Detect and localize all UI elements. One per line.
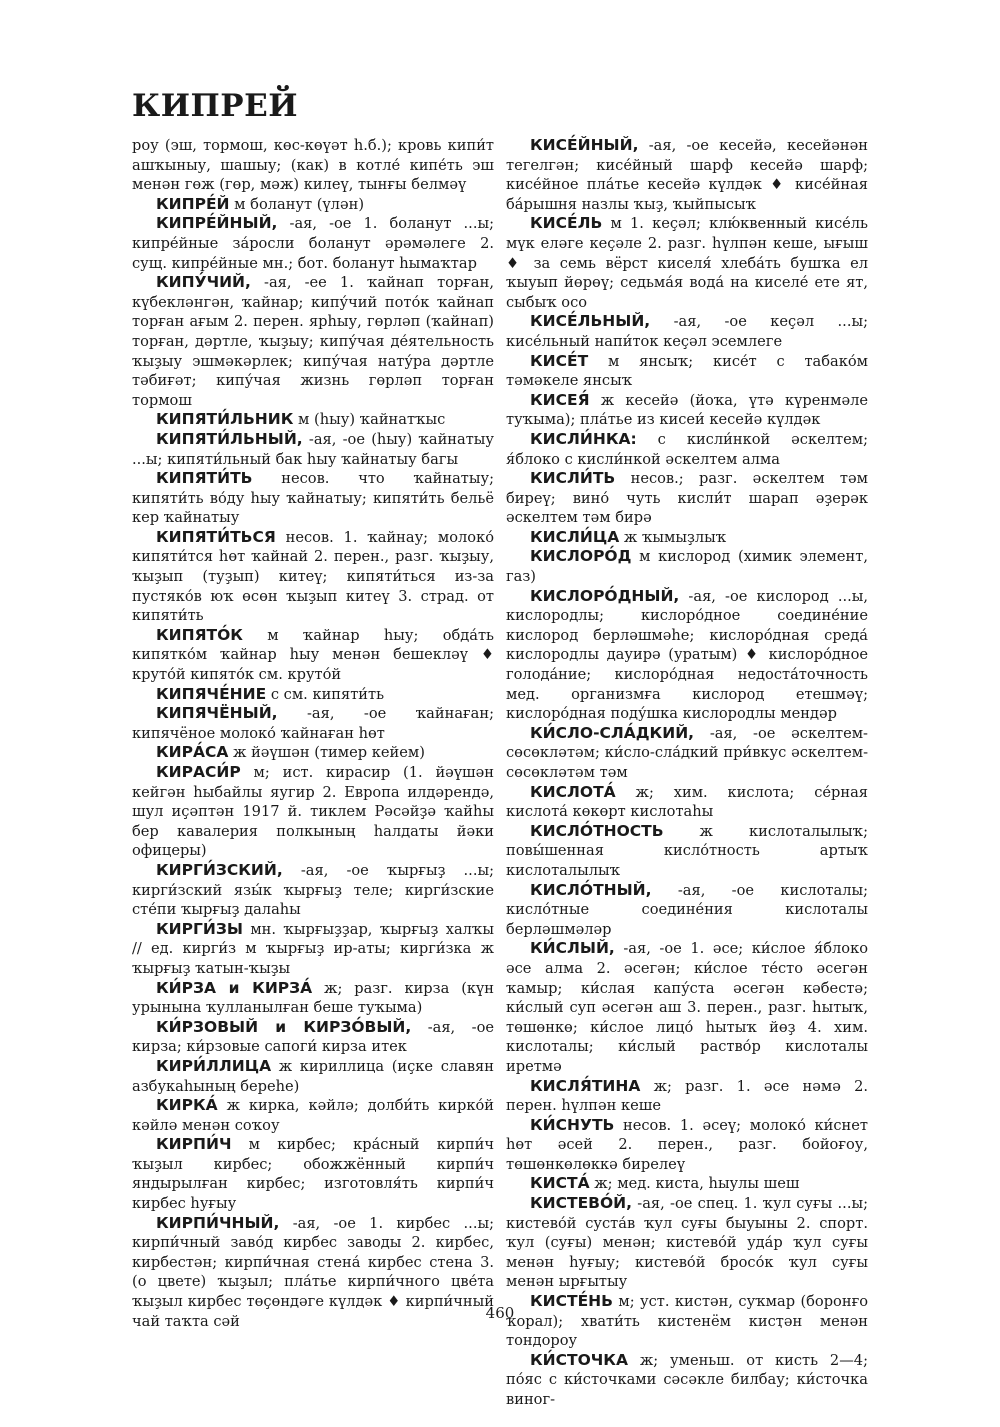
dictionary-entry (132, 410, 494, 430)
entry-text: ж йәүшән (тимер кейем) (228, 744, 425, 762)
entry-text: ж кислоталылыҡ; повы́шенная кисло́тность артыҡ кислоталылыҡ (506, 822, 868, 879)
headword: КИСЕ́ЛЬНЫЙ, (530, 312, 651, 331)
entry-text: -ая, -ое кеҫәл ...ы; кисе́льный напи́ток кеҫәл эсемлеге (506, 313, 868, 350)
entry-text: м; ист. кирасир (1. йәүшән кейгән һыбайлы яугир 2. Европа илдәрендә, шул иҫәптән 1917 й. тиклем Рәсәйҙә ҡайһы бер кавалерия полкының һалдаты йәки офицеры) (132, 764, 494, 860)
dictionary-entry (132, 273, 494, 410)
entry-text: ж ҡымыҙлыҡ (619, 528, 727, 546)
entry-text: м 1. кеҫәл; клю́квенный кисе́ль мүк еләге кеҫәле 2. разг. һүлпән кеше, ығыш ♦ за семь вёрст киселя́ хлеба́ть бушҡа ел ҡыуып йөрөү; седьма́я вода́ на киселе́ ете ят, сыбыҡ осо (506, 215, 868, 311)
dictionary-entry (132, 214, 494, 273)
entry-text: -ая, -ое кирза; ки́рзовые сапоги́ кирза итек (132, 1018, 494, 1056)
headword: КИ́СНУТЬ (530, 1115, 615, 1134)
headword: КИСЛИ́ЦА (530, 527, 620, 546)
dictionary-entry (506, 1077, 868, 1116)
dictionary-entry (132, 195, 494, 215)
dictionary-entry (506, 1351, 868, 1410)
headword: КИСЛО́ТНЫЙ, (530, 880, 652, 899)
entry-text: -ая, -ое әскелтем-сөсөкләтәм; ки́сло-сла́дкий при́вкус әскелтем-сөсөкләтәм тәм (506, 724, 868, 781)
headword: КИСТЕВО́Й, (530, 1194, 633, 1213)
entry-text: мн. ҡырғыҙҙар, ҡырғыҙ халҡы // ед. кирги́з м ҡырғыҙ ир-аты; кирги́зка ж ҡырғыҙ ҡатын-ҡыҙы (132, 920, 494, 977)
dictionary-entry (132, 704, 494, 743)
headword: КИСЛОРО́ДНЫЙ, (530, 586, 680, 605)
headword: КИСЕЯ́ (530, 390, 590, 409)
dictionary-entry (132, 1096, 494, 1135)
entry-text: ж; хим. кислота; се́рная кислота́ көкөрт кислотаһы (506, 783, 868, 821)
headword: КИ́РЗОВЫЙ и КИРЗО́ВЫЙ, (156, 1017, 412, 1036)
headword: КИРАСИ́Р (156, 763, 241, 781)
entry-text: м ҡайнар һыу; обда́ть кипятко́м ҡайнар һыу менән бешекләү ♦ круто́й кипято́к см. круто́й (132, 626, 494, 684)
dictionary-entry (506, 724, 868, 783)
headword: КИРКА́ (156, 1096, 218, 1115)
headword: КИСТЕ́НЬ (530, 1292, 613, 1311)
entry-text: ж кириллица (иҫке славян азбукаһының береһе) (132, 1057, 494, 1095)
entry-text: ж кирка, кәйлә; долби́ть кирко́й кәйлә менән соҡоу (132, 1097, 494, 1134)
dictionary-entry (132, 1057, 494, 1096)
entry-text: несов.; разг. әскелтем тәм биреү; вино́ чуть кисли́т шарап әҙерәк әскелтем тәм бирә (506, 470, 868, 527)
dictionary-entry (506, 136, 868, 214)
dictionary-entry (132, 1018, 494, 1057)
dictionary-entry (506, 528, 868, 548)
dictionary-entry (506, 939, 868, 1076)
headword: КИПЯТИ́ЛЬНЫЙ, (156, 429, 303, 448)
headword: КИСЕ́ЙНЫЙ, (530, 136, 639, 154)
headword: КИСЛОТА́ (530, 782, 616, 801)
dictionary-entry (132, 469, 494, 528)
headword: КИ́РЗА и КИРЗА́ (156, 978, 313, 997)
dictionary-entry (132, 685, 494, 705)
entry-text: -ая, -ое 1. кирбес ...ы; кирпи́чный заво́д кирбес заводы 2. кирбес, кирбестән; кирпи́чная стена́ кирбес стена 3. (о цвете) ҡыҙыл; пла́тье кирпи́чного цве́та ҡыҙыл кирбес төҫөндәге күлдәк ♦ кирпи́чный чай таҡта сәй (132, 1214, 494, 1330)
headword: КИПУ́ЧИЙ, (156, 273, 251, 292)
dictionary-entry (132, 763, 494, 861)
headword: КИ́СЛЫЙ, (530, 939, 615, 958)
headword: КИ́СТОЧКА (530, 1350, 628, 1369)
dictionary-entry (506, 469, 868, 528)
headword: КИПЯТИ́ТЬСЯ (156, 527, 276, 546)
entry-text: несов. что ҡайнатыу; кипяти́ть во́ду һыу ҡайнатыу; кипяти́ть бельё кер ҡайнатыу (132, 470, 494, 527)
headword: КИПЯТИ́ТЬ (156, 469, 253, 488)
dictionary-entry (506, 783, 868, 822)
entry-text: роу (эш, тормош, көс-көүәт һ.б.); кровь кипи́т ашҡыныу, шашыу; (как) в котле́ кипе́ть эш менән гөж (гөр, мәж) килеү, тынғы белмәү (132, 137, 494, 194)
dictionary-entry (506, 352, 868, 391)
headword: КИРПИ́ЧНЫЙ, (156, 1213, 280, 1232)
headword: КИПРЕ́ЙНЫЙ, (156, 214, 278, 233)
dictionary-entry (506, 587, 868, 724)
entry-text: -ая, -ое ҡырғыҙ ...ы; кирги́зский язы́к ҡырғыҙ теле; кирги́зские сте́пи ҡырғыҙ далаһы (132, 861, 494, 919)
dictionary-entry (132, 528, 494, 626)
headword: КИСЛО́ТНОСТЬ (530, 821, 664, 840)
entry-text: -ая, -ое спец. 1. ҡул суғы ...ы; кистево́й суста́в ҡул суғы быуыны 2. спорт. ҡул (суғы) менән; кистево́й уда́р ҡул суғы менән һуғыу; кистево́й бросо́к ҡул суғы менән ырғытыу (506, 1195, 868, 1291)
entry-text: -ая, -ее 1. ҡайнап торған, күбекләнгән, ҡайнар; кипу́чий пото́к ҡайнап торған ағым 2. перен. ярһыу, гөрләп (ҡайнап) торған, дәртле, ҡыҙыу; кипу́чая де́ятельность ҡыҙыу эшмәкәрлек; кипу́чая нату́ра дәртле тәбиғәт; кипу́чая жизнь гөрләп торған тормош (132, 274, 494, 409)
dictionary-entry (132, 861, 494, 920)
entry-text: несов. 1. әсеү; молоко́ ки́снет һөт әсей 2. перен., разг. бойоғоу, төшөнкөлөккә бирелеү (506, 1116, 868, 1173)
dictionary-entry (132, 136, 494, 195)
dictionary-entry (506, 822, 868, 881)
entry-text: -ая, -ое ҡайнаған; кипячёное молоко́ ҡайнаған һөт (132, 705, 494, 742)
entry-text: -ая, -ое (һыу) ҡайнатыу ...ы; кипяти́льный бак һыу ҡайнатыу багы (132, 430, 494, 468)
dictionary-entry (132, 430, 494, 469)
dictionary-entry (132, 920, 494, 979)
headword: КИПРЕ́Й (156, 194, 230, 213)
entry-text: -ая, -ое 1. боланут ...ы; кипре́йные за́росли боланут әрәмәлеге 2. сущ. кипре́йные мн.; бот. боланут һымаҡтар (132, 215, 494, 272)
right-column (506, 136, 868, 1410)
page-header: КИПРЕЙ (132, 88, 298, 124)
entry-text: м кислород (химик элемент, газ) (506, 548, 868, 586)
dictionary-entry (506, 1116, 868, 1175)
entry-text: -ая, -ое кислоталы; кисло́тные соедине́ния кислоталы берләшмәләр (506, 881, 868, 938)
entry-text: ж; мед. киста, һыулы шеш (589, 1175, 800, 1193)
dictionary-entry (132, 626, 494, 685)
headword: КИСЛЯ́ТИНА (530, 1076, 641, 1095)
page-number: 460 (485, 1304, 515, 1322)
entry-text: с кисли́нкой әскелтем; я́блоко с кисли́нкой әскелтем алма (506, 430, 868, 468)
left-column (132, 136, 494, 1331)
headword: КИРПИ́Ч (156, 1135, 232, 1154)
headword: КИСТА́ (530, 1174, 590, 1193)
dictionary-entry (506, 881, 868, 940)
dictionary-entry (506, 430, 868, 469)
entry-text: м кирбес; кра́сный кирпи́ч ҡыҙыл кирбес; обожжённый кирпи́ч яндырылған кирбес; изготовля́ть кирпи́ч кирбес һуғыу (132, 1136, 494, 1213)
entry-text: м (һыу) ҡайнатҡыс (293, 411, 446, 429)
headword: КИСЕ́Т (530, 351, 589, 370)
headword: КИСЛИ́ТЬ (530, 469, 616, 488)
dictionary-entry (506, 1194, 868, 1292)
entry-text: -ая, -ое кислород ...ы, кислородлы; кислоро́дное соедине́ние кислород берләшмәһе; кислоро́дная среда́ кислородлы дауирә (уратым) ♦ кислоро́дное голода́ние; кислоро́дная недоста́точность мед. организмға кислород етешмәү; кислоро́дная поду́шка кислородлы мендәр (506, 587, 868, 723)
headword: КИРА́СА (156, 743, 229, 762)
dictionary-entry (506, 1174, 868, 1194)
dictionary-entry (132, 1135, 494, 1213)
headword: КИСЛОРО́Д (530, 547, 632, 566)
headword: КИРИ́ЛЛИЦА (156, 1056, 272, 1075)
headword: КИРГИ́ЗСКИЙ, (156, 860, 283, 879)
entry-text: -ая, -ое 1. әсе; ки́слое я́блоко әсе алма 2. әсегән; ки́слое те́сто әсегән ҡамыр; ки́слая капу́ста әсегән кәбестә; ки́слый суп әсегән аш 3. перен., разг. һытыҡ, төшөнкө; ки́слое лицо́ һытыҡ йөҙ 4. хим. кислоталы; ки́слый раство́р кислоталы иретмә (506, 940, 868, 1075)
entry-text: ж; разг. 1. әсе нәмә 2. перен. һүлпән кеше (506, 1077, 868, 1115)
headword: КИПЯТО́К (156, 625, 243, 644)
headword: КИ́СЛО-СЛА́ДКИЙ, (530, 723, 695, 742)
headword: КИСЕ́ЛЬ (530, 214, 603, 233)
entry-text: м боланут (үлән) (229, 195, 365, 213)
entry-text: с см. кипяти́ть (266, 685, 385, 703)
headword: КИПЯТИ́ЛЬНИК (156, 410, 294, 429)
entry-text: ж; разг. кирза (күн урынына ҡулланылған беше туҡыма) (132, 979, 494, 1017)
entry-text: ж; уменьш. от кисть 2—4; по́яс с ки́сточками сәсәкле билбау; ки́сточка виног- (506, 1351, 868, 1408)
headword: КИРГИ́ЗЫ (156, 919, 243, 938)
headword: КИПЯЧЕ́НИЕ (156, 684, 267, 703)
dictionary-entry (506, 312, 868, 351)
dictionary-entry (506, 214, 868, 312)
dictionary-entry (132, 979, 494, 1018)
entry-text: ж кесейә (йоҡа, үтә күренмәле туҡыма); пла́тье из кисеи́ кесейә күлдәк (506, 391, 868, 429)
headword: КИСЛИ́НКА: (530, 429, 637, 448)
entry-text: -ая, -ое кесейә, кесейәнән тегелгән; кисе́йный шарф кесейә шарф; кисе́йное пла́тье кесейә күлдәк ♦ кисе́йная ба́рышня назлы ҡыҙ, ҡыйпысыҡ (506, 137, 868, 213)
headword: КИПЯЧЁНЫЙ, (156, 704, 278, 723)
dictionary-entry (506, 547, 868, 586)
entry-text: м янсыҡ; кисе́т с табако́м тәмәкеле янсыҡ (506, 352, 868, 390)
entry-text: м; уст. кистән, суҡмар (боронғо ҡорал); хвати́ть кистенём кисҭән менән тондороу (506, 1293, 868, 1350)
dictionary-entry (132, 743, 494, 763)
entry-text: несов. 1. ҡайнау; молоко́ кипяти́тся һөт ҡайнай 2. перен., разг. ҡыҙыу, ҡыҙып (туҙып) китеү; кипяти́ться из-за пустяко́в юҡ өсөн ҡыҙып китеү 3. страд. от кипяти́ть (132, 528, 494, 625)
dictionary-entry (506, 391, 868, 430)
